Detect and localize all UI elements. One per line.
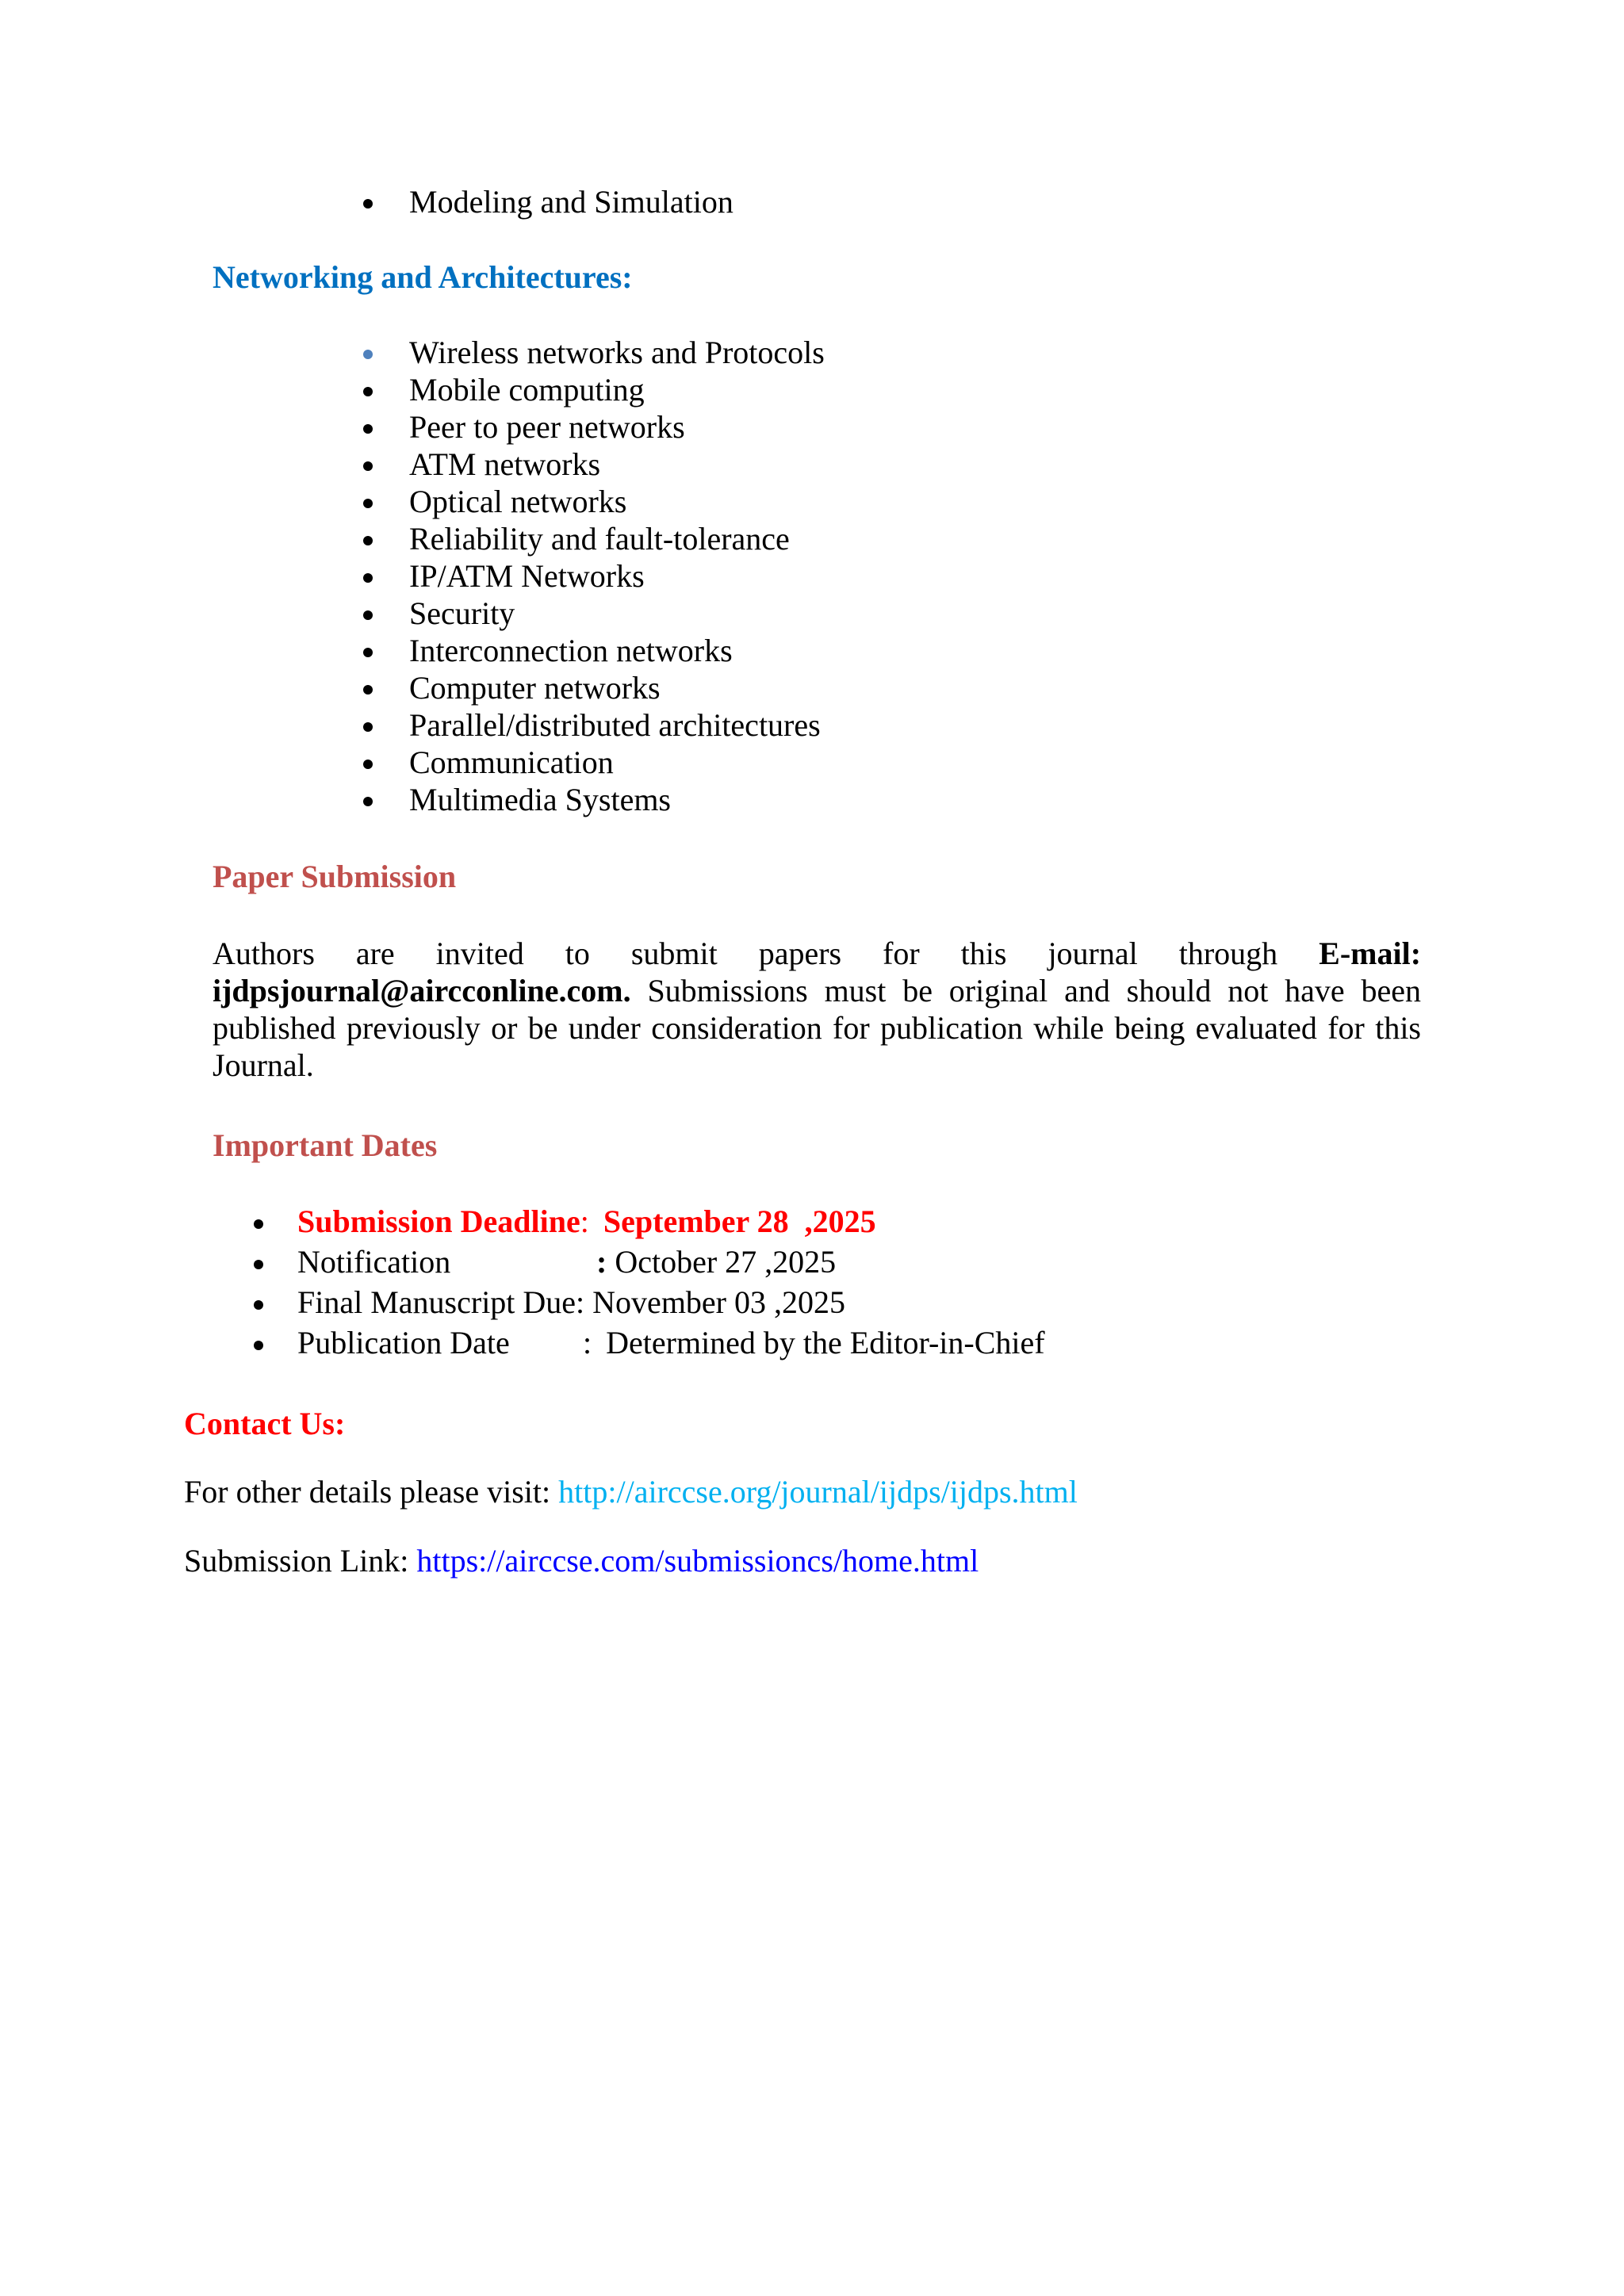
publication-label: Publication Date <box>297 1325 510 1360</box>
notification-label: Notification <box>297 1244 451 1280</box>
bullet-icon <box>363 536 373 545</box>
bullet-icon <box>363 461 373 471</box>
submission-paragraph <box>213 935 1421 1084</box>
publication-separator: : <box>583 1325 592 1360</box>
list-item: ATM networks <box>409 446 601 482</box>
submission-link[interactable]: https://airccse.com/submissioncs/home.html <box>416 1543 979 1578</box>
list-item: Mobile computing <box>409 372 645 408</box>
list-item: Optical networks <box>409 484 627 519</box>
bullet-icon <box>363 760 373 769</box>
list-item: Interconnection networks <box>409 633 733 668</box>
notification-value: October 27 ,2025 <box>615 1244 837 1280</box>
bullet-icon <box>363 797 373 806</box>
bullet-icon <box>363 722 373 732</box>
bullet-icon <box>363 199 373 209</box>
list-item: Modeling and Simulation <box>409 184 733 220</box>
final-manuscript-row <box>297 1284 845 1321</box>
bullet-icon <box>363 648 373 657</box>
email-label: E-mail: <box>1319 936 1422 971</box>
notification-separator: : <box>596 1244 607 1280</box>
section-heading-networking: Networking and Architectures: <box>213 259 633 295</box>
details-row <box>184 1474 1078 1510</box>
deadline-row <box>297 1203 876 1240</box>
list-item: Parallel/distributed architectures <box>409 707 821 743</box>
submission-link-label: Submission Link: <box>184 1543 409 1578</box>
submission-link-row <box>184 1543 979 1579</box>
deadline-label: Submission Deadline <box>297 1203 580 1239</box>
bullet-icon <box>254 1260 263 1269</box>
notification-row-value <box>596 1244 836 1280</box>
list-item: Wireless networks and Protocols <box>409 335 825 370</box>
deadline-separator: : <box>580 1203 589 1239</box>
submission-text-intro: Authors are invited to submit papers for this journal through <box>213 936 1278 971</box>
bullet-icon <box>363 424 373 434</box>
list-item: Security <box>409 595 515 631</box>
list-item: Multimedia Systems <box>409 782 671 817</box>
bullet-icon <box>363 573 373 583</box>
bullet-icon <box>363 499 373 508</box>
bullet-icon <box>363 610 373 620</box>
email-address[interactable]: ijdpsjournal@aircconline.com. <box>213 973 631 1008</box>
final-manuscript-value: November 03 ,2025 <box>592 1284 845 1320</box>
list-item: Computer networks <box>409 670 661 706</box>
list-item: Reliability and fault-tolerance <box>409 521 790 557</box>
section-heading-paper-submission: Paper Submission <box>213 859 457 894</box>
details-link[interactable]: http://airccse.org/journal/ijdps/ijdps.html <box>558 1474 1078 1510</box>
submission-text-requirements: Submissions must be original and should not have been published previously or be under consideration for publication while being evaluated for this Journal. <box>213 973 1422 1083</box>
list-item: Peer to peer networks <box>409 409 685 445</box>
bullet-icon <box>254 1219 263 1229</box>
details-label: For other details please visit: <box>184 1474 551 1510</box>
bullet-icon <box>363 387 373 396</box>
final-manuscript-label: Final Manuscript Due: <box>297 1284 585 1320</box>
bullet-icon <box>363 685 373 695</box>
section-heading-contact: Contact Us: <box>184 1406 346 1441</box>
deadline-value: September 28 ,2025 <box>603 1203 876 1239</box>
publication-row-value <box>583 1325 1045 1361</box>
section-heading-important-dates: Important Dates <box>213 1127 438 1163</box>
bullet-icon <box>254 1300 263 1310</box>
bullet-icon <box>363 350 373 359</box>
list-item: IP/ATM Networks <box>409 558 645 594</box>
list-item: Communication <box>409 744 614 780</box>
publication-value: Determined by the Editor-in-Chief <box>606 1325 1045 1360</box>
bullet-icon <box>254 1341 263 1350</box>
